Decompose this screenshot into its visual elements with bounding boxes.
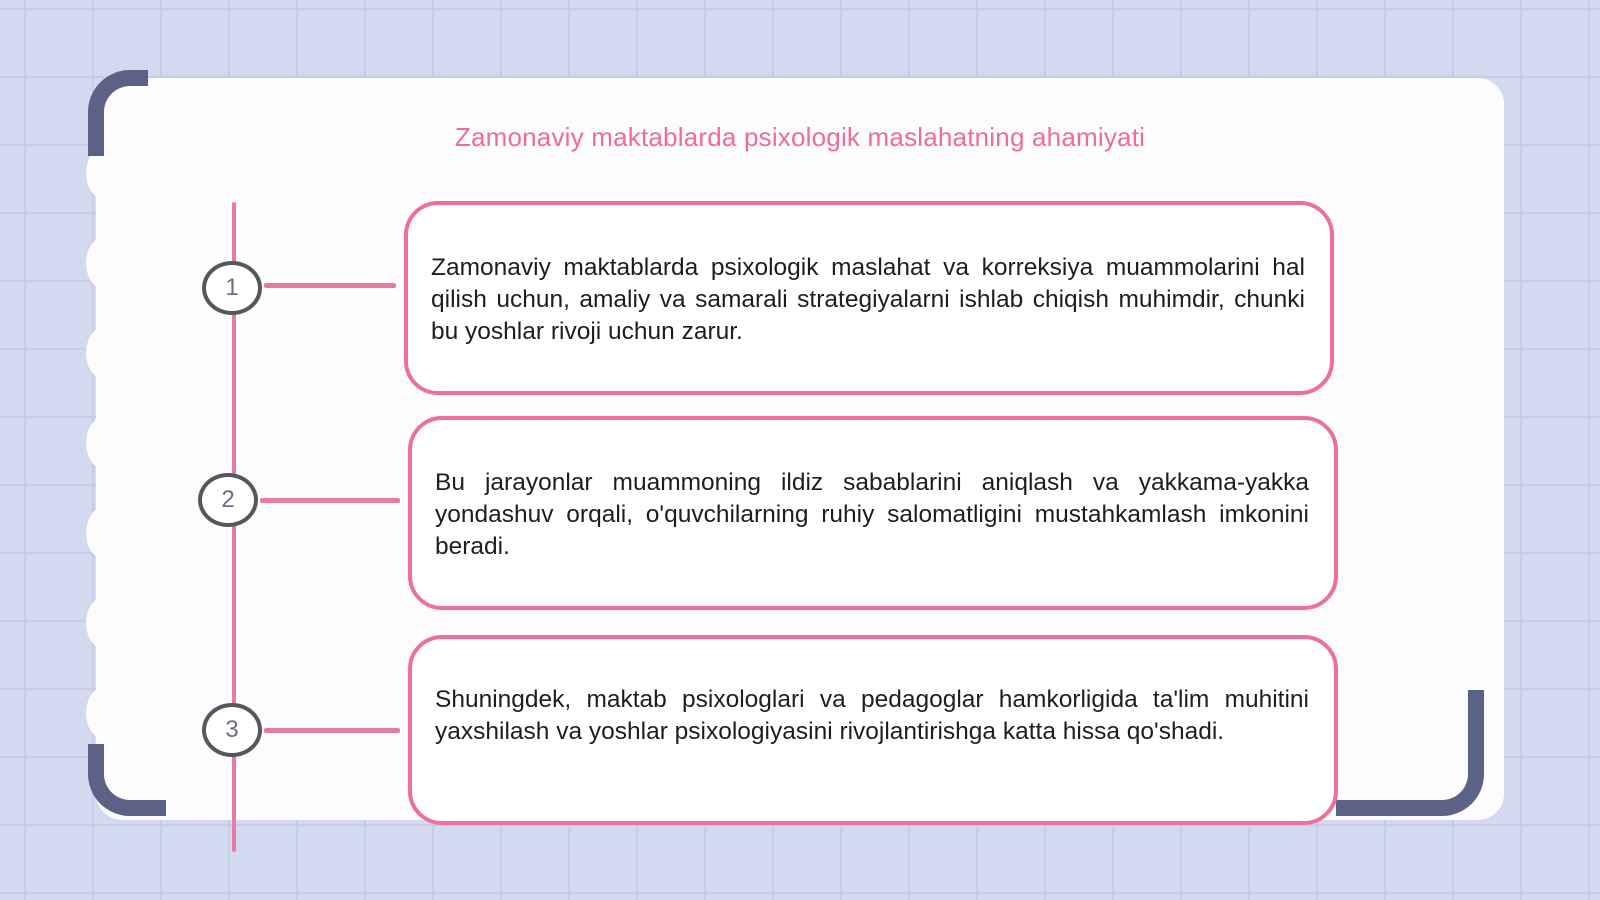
paper-scallop	[86, 416, 126, 470]
step-connector	[260, 498, 400, 503]
frame-corner-top-left	[88, 70, 148, 156]
step-number-badge: 3	[202, 703, 262, 757]
step-connector	[264, 283, 396, 288]
paper-scallop	[86, 686, 126, 740]
paper-scallop	[86, 506, 126, 560]
step-card-text: Zamonaviy maktablarda psixologik maslahat va korreksiya muammolarini hal qilish uchun, amaliy va samarali strategiyalarni ishlab chiqish muhimdir, chunki bu yoshlar rivoji uchun zarur.	[431, 254, 1305, 345]
step-card-text: Bu jarayonlar muammoning ildiz sabablarini aniqlash va yakkama-yakka yondashuv orqali, o'quvchilarning ruhiy salomatligini mustahkamlash imkonini beradi.	[435, 469, 1309, 560]
step-number-badge: 1	[202, 261, 262, 315]
step-connector	[264, 728, 400, 733]
step-card-text: Shuningdek, maktab psixologlari va pedagoglar hamkorligida ta'lim muhitini yaxshilash va yoshlar psixologiyasini rivojlantirishga katta hissa qo'shadi.	[435, 686, 1309, 745]
paper-scallop	[86, 326, 126, 380]
frame-corner-bottom-right	[1336, 690, 1484, 816]
step-number-badge: 2	[198, 473, 258, 527]
paper-scallop	[86, 236, 126, 290]
slide-title: Zamonaviy maktablarda psixologik maslahatning ahamiyati	[454, 122, 1146, 152]
paper-scallop	[86, 596, 126, 650]
